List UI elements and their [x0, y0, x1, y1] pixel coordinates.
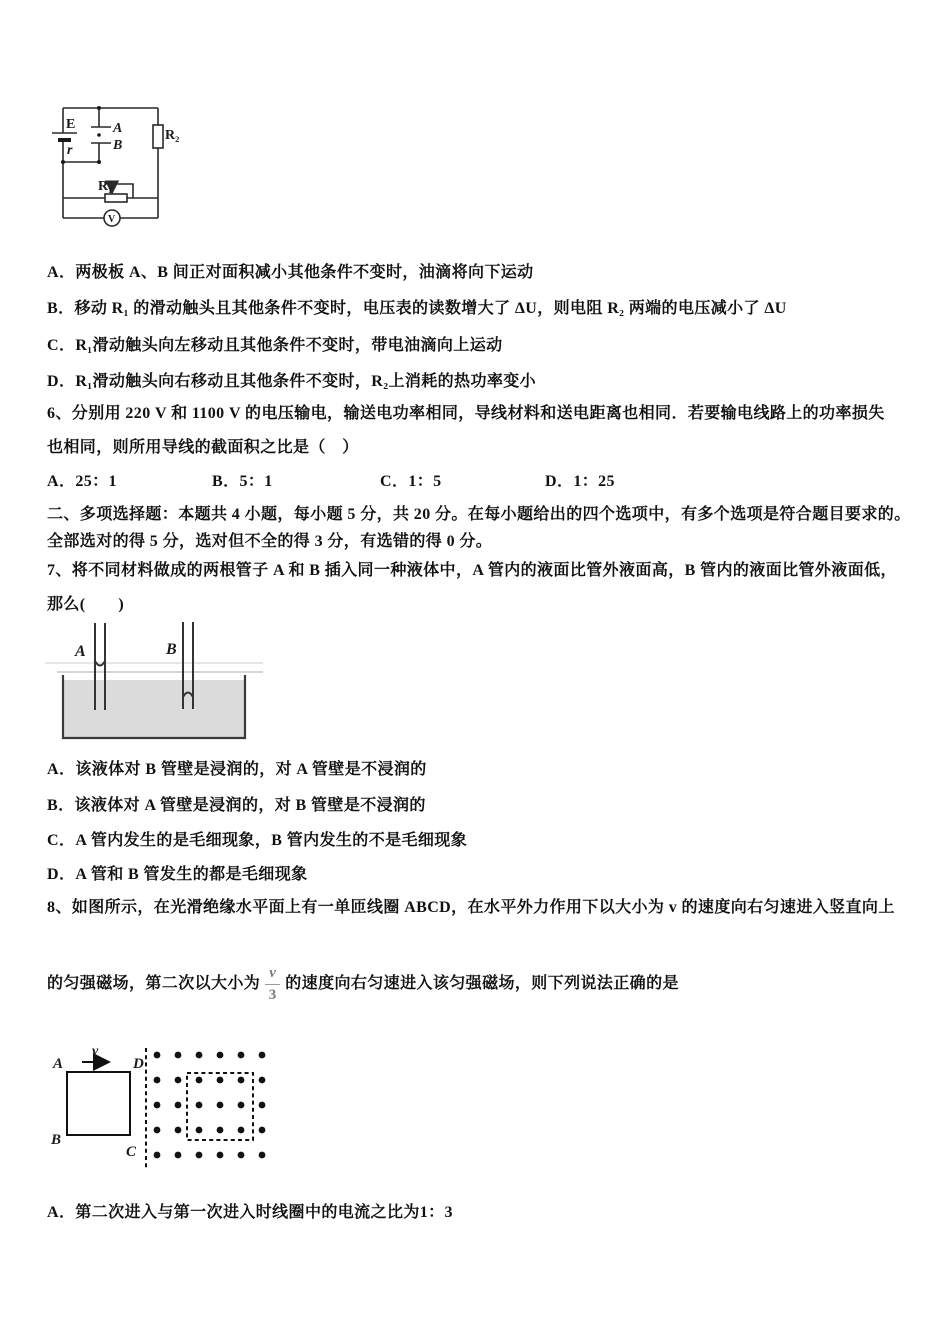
q8-line2-before: 的匀强磁场，第二次以大小为: [47, 975, 261, 993]
circuit-figure: [48, 98, 188, 234]
q6-option-a: A．25：1: [47, 473, 117, 490]
q5-option-a: A．两极板 A、B 间正对面积减小其他条件不变时，油滴将向下运动: [47, 264, 534, 281]
q8-text-line1: 8、如图所示，在光滑绝缘水平面上有一单匝线圈 ABCD，在水平外力作用下以大小为 v 的速度向右匀速进入竖直向上: [47, 899, 895, 916]
svg-text:E: E: [66, 117, 76, 132]
svg-text:B: B: [113, 138, 123, 153]
svg-text:v: v: [92, 1044, 99, 1059]
q7-option-a: A．该液体对 B 管壁是浸润的，对 A 管壁是不浸润的: [47, 761, 427, 778]
svg-text:A: A: [75, 643, 86, 660]
q6-option-b: B．5：1: [212, 473, 273, 490]
q6-option-c: C．1：5: [380, 473, 442, 490]
svg-text:A: A: [113, 121, 123, 136]
wire-loop-abcd: [50, 1056, 144, 1160]
svg-text:A: A: [53, 1056, 64, 1072]
fraction-v-over-3: [265, 966, 280, 1003]
q5-option-c: C．R₁滑动触头向左移动且其他条件不变时，带电油滴向上运动: [47, 337, 503, 354]
q7-option-b: B．该液体对 A 管壁是浸润的，对 B 管壁是不浸润的: [47, 797, 426, 814]
field-dots: [147, 1043, 273, 1168]
q7-text-line1: 7、将不同材料做成的两根管子 A 和 B 插入同一种液体中，A 管内的液面比管外液面高，B 管内的液面比管外液面低，: [47, 562, 897, 579]
svg-text:r: r: [67, 143, 73, 158]
q6-option-d: D．1：25: [545, 473, 615, 490]
section2-header-line2: 全部选对的得 5 分，选对但不全的得 3 分，有选错的得 0 分。: [47, 533, 493, 550]
q8-text-line2: [47, 966, 679, 1003]
svg-text:C: C: [126, 1144, 137, 1160]
q7-option-c: C．A 管内发生的是毛细现象，B 管内发生的不是毛细现象: [47, 832, 468, 849]
svg-text:V: V: [108, 214, 116, 225]
svg-text:R₁: R₁: [98, 179, 113, 194]
oil-drop: [97, 133, 101, 137]
q6-text-line2: 也相同，则所用导线的截面积之比是（ ）: [47, 439, 359, 456]
q8-option-a: A．第二次进入与第一次进入时线圈中的电流之比为1：3: [47, 1204, 453, 1221]
fraction-numerator: v: [269, 965, 277, 981]
q7-text-line2: 那么( ): [47, 596, 125, 613]
svg-text:B: B: [166, 641, 177, 658]
vessel: [63, 675, 245, 738]
fraction-denominator: 3: [265, 984, 280, 1003]
q7-option-d: D．A 管和 B 管发生的都是毛细现象: [47, 866, 308, 883]
resistor-r2: [153, 125, 179, 148]
velocity-arrow: [82, 1044, 105, 1062]
q5-option-d: D．R₁滑动触头向右移动且其他条件不变时，R₂上消耗的热功率变小: [47, 373, 537, 390]
q8-line2-after: 的速度向右匀速进入该匀强磁场，则下列说法正确的是: [285, 975, 679, 993]
section2-header-line1: 二、多项选择题：本题共 4 小题，每小题 5 分，共 20 分。在每小题给出的四个选项中，有多个选项是符合题目要求的。: [47, 506, 911, 523]
q6-text-line1: 6、分别用 220 V 和 1100 V 的电压输电，输送电功率相同，导线材料和送电距离也相同．若要输电线路上的功率损失: [47, 405, 885, 422]
svg-text:B: B: [51, 1132, 62, 1148]
liquid: [64, 680, 244, 737]
svg-text:D: D: [133, 1056, 144, 1072]
voltmeter: [104, 210, 120, 226]
loop-field-figure: [45, 1040, 285, 1175]
q5-option-b: B．移动 R₁ 的滑动触头且其他条件不变时，电压表的读数增大了 ΔU，则电阻 R₂ 两端的电压减小了 ΔU: [47, 300, 787, 317]
capillary-figure: [45, 615, 295, 745]
svg-text:R₂: R₂: [165, 128, 180, 143]
battery: [52, 117, 77, 158]
